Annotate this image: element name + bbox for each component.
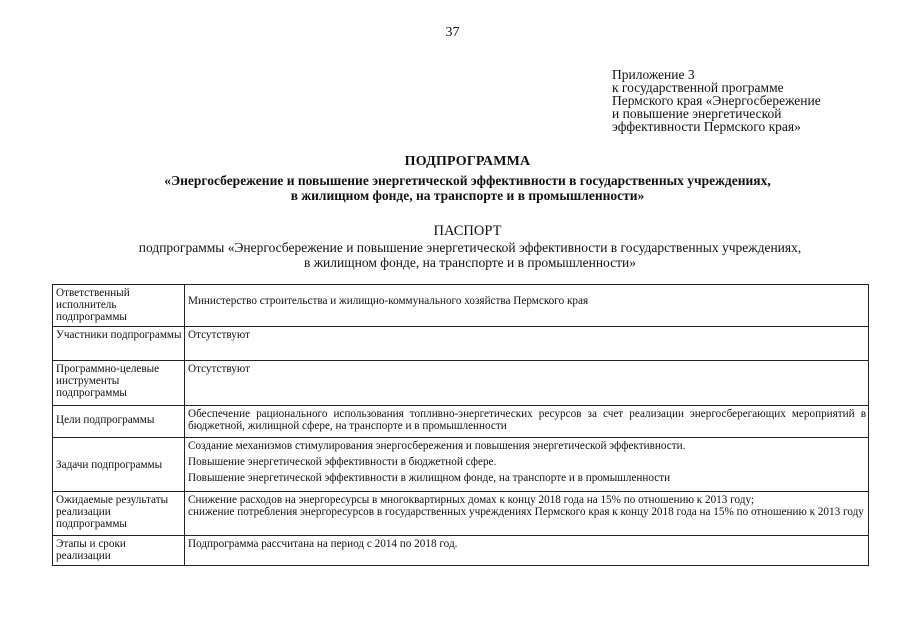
result-item: Снижение расходов на энергоресурсы в многоквартирных домах к концу 2018 года на 15% по отношению к 2013 году; bbox=[188, 494, 754, 506]
row-label-stages: Этапы и сроки реализации bbox=[53, 536, 185, 566]
row-value-goals: Обеспечение рационального использования топливно-энергетических ресурсов за счет реализации энергосберегающих мероприятий в бюджетной, жилищной сфере, на транспорте и в промышленности bbox=[185, 406, 869, 438]
row-value-participants: Отсутствуют bbox=[185, 327, 869, 361]
subprogram-heading: ПОДПРОГРАММА bbox=[404, 154, 531, 169]
table-row bbox=[53, 536, 869, 566]
task-item: Повышение энергетической эффективности в бюджетной сфере. bbox=[188, 456, 497, 469]
table-row bbox=[53, 327, 869, 361]
table-row bbox=[53, 492, 869, 536]
row-value-executor: Министерство строительства и жилищно-коммунального хозяйства Пермского края bbox=[185, 285, 869, 327]
appendix-line: к государственной программе bbox=[612, 80, 784, 95]
appendix-line: эффективности Пермского края» bbox=[612, 119, 801, 134]
row-value-tasks bbox=[185, 438, 869, 492]
appendix-line: Пермского края «Энергосбережение bbox=[612, 93, 821, 108]
row-label-goals: Цели подпрограммы bbox=[53, 406, 185, 438]
row-label-participants: Участники подпрограммы bbox=[53, 327, 185, 361]
row-label-results: Ожидаемые результаты реализации подпрограммы bbox=[53, 492, 185, 536]
row-label-tasks: Задачи подпрограммы bbox=[53, 438, 185, 492]
task-item: Повышение энергетической эффективности в жилищном фонде, на транспорте и в промышленности bbox=[188, 472, 671, 485]
passport-subtitle bbox=[0, 240, 905, 270]
subprogram-name-line: в жилищном фонде, на транспорте и в промышленности» bbox=[290, 188, 645, 203]
passport-subtitle-line: в жилищном фонде, на транспорте и в промышленности» bbox=[303, 255, 636, 270]
table-row bbox=[53, 361, 869, 406]
passport-subtitle-line: подпрограммы «Энергосбережение и повышение энергетической эффективности в государственных учреждениях, bbox=[138, 240, 802, 255]
appendix-note bbox=[612, 68, 821, 133]
table-row bbox=[53, 285, 869, 327]
passport-heading: ПАСПОРТ bbox=[433, 223, 502, 239]
table-row bbox=[53, 406, 869, 438]
row-value-stages: Подпрограмма рассчитана на период с 2014 по 2018 год. bbox=[185, 536, 869, 566]
row-label-executor: Ответственный исполнитель подпрограммы bbox=[53, 285, 185, 327]
subprogram-name-line: «Энергосбережение и повышение энергетической эффективности в государственных учреждениях, bbox=[164, 173, 771, 188]
appendix-line: Приложение 3 bbox=[612, 67, 695, 82]
row-value-instruments: Отсутствуют bbox=[185, 361, 869, 406]
page-number: 37 bbox=[445, 25, 460, 40]
result-item: снижение потребления энергоресурсов в государственных учреждениях Пермского края к концу 2018 года на 15% по отношению к 2013 году bbox=[188, 506, 864, 519]
passport-table bbox=[52, 284, 869, 566]
row-label-instruments: Программно-целевые инструменты подпрограммы bbox=[53, 361, 185, 406]
row-value-results bbox=[185, 492, 869, 536]
task-item: Создание механизмов стимулирования энергосбережения и повышения энергетической эффективности. bbox=[188, 440, 686, 452]
appendix-line: и повышение энергетической bbox=[612, 106, 782, 121]
table-row bbox=[53, 438, 869, 492]
subprogram-name bbox=[0, 173, 905, 203]
